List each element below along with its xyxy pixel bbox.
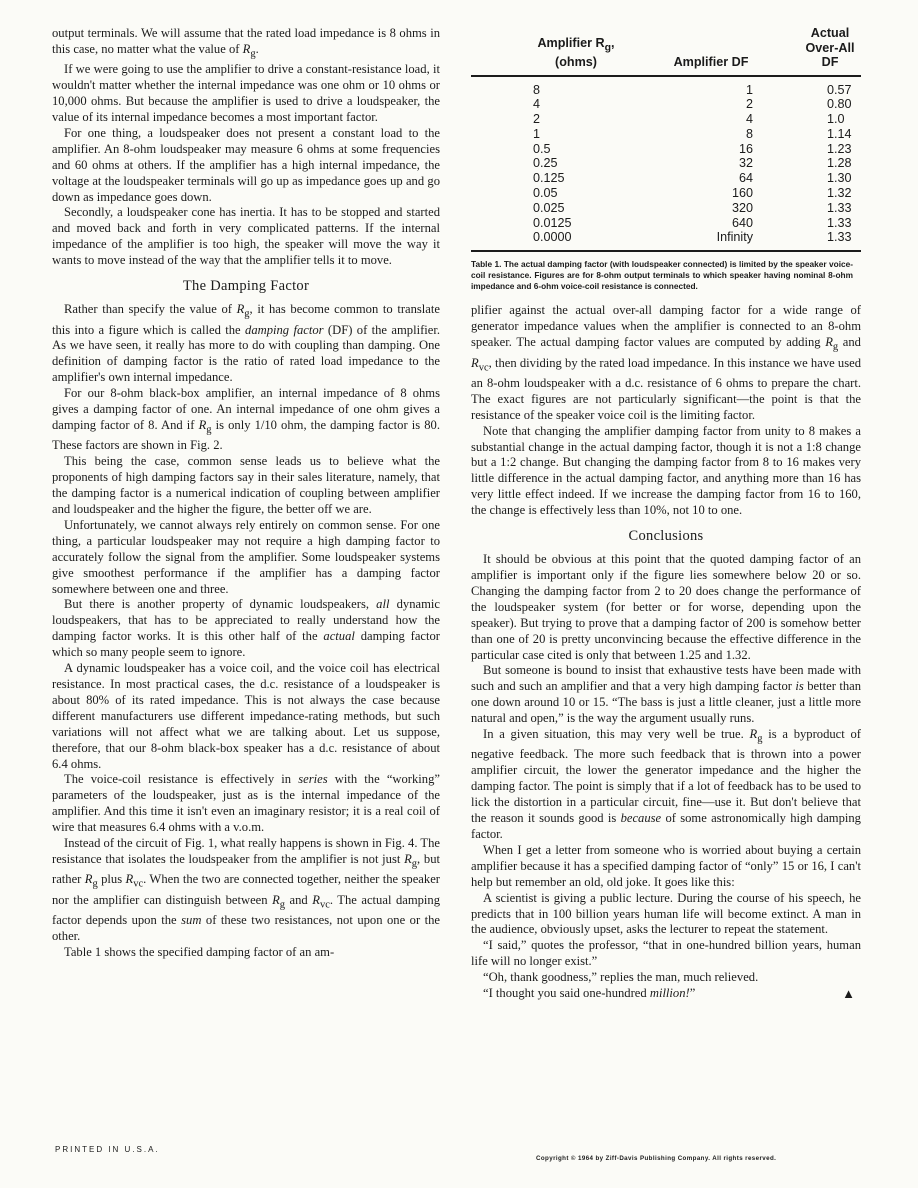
paragraph: Rather than specify the value of $R_g$, it has become common to translate this into a figure which is called the damping factor (DF) of the amplifier. As we have seen, it really has more to do with coupling than damping. One definition of damping factor is the ratio of rated load impedance to the amplifier's own internal impedance. [52, 302, 440, 385]
cell-actual-df: 1.33 [827, 215, 852, 230]
paragraph: But someone is bound to insist that exhaustive tests have been made with such and such an amplifier and that a very high damping factor is better than one down around 10 or 15. “The bass is just a little cleaner, just a little more natural and open,” is the way the argument usually runs. [471, 663, 862, 726]
cell-amplifier-r: 4 [533, 97, 541, 112]
cell-amplifier-r: 0.0000 [471, 230, 633, 251]
paragraph: If we were going to use the amplifier to drive a constant-resistance load, it wouldn't matter whether the internal impedance was one ohm or 10 ohms or 10,000 ohms. But because the amplifier is used to drive a loudspeaker, the value of its internal impedance becomes a most important factor. [52, 62, 440, 125]
table-row [471, 186, 861, 201]
cell-actual-df: 0.80 [827, 97, 852, 112]
cell-amplifier-r: 8 [533, 82, 541, 97]
table-body [471, 76, 861, 252]
section-heading-damping-factor: The Damping Factor [182, 278, 310, 295]
table-row [471, 201, 861, 216]
paragraph: Instead of the circuit of Fig. 1, what really happens is shown in Fig. 4. The resistance that isolates the loudspeaker from the amplifier is not just $R_g$, but rather $R_g$ plus $R_{vc}$. When the two are connected together, neither the speaker nor the amplifier can distinguish between $R_g$ and $R_{vc}$. The actual damping factor depends upon the sum of these two resistances, not upon one or the other. [52, 836, 441, 944]
paragraph: “Oh, thank goodness,” replies the man, much relieved. [483, 970, 759, 985]
cell-amplifier-df: 16 [738, 141, 753, 156]
paragraph: “I said,” quotes the professor, “that in one-hundred billion years, human life will no longer exist.” [471, 938, 861, 969]
cell-amplifier-r: 0.05 [533, 186, 558, 201]
table-row [471, 216, 861, 231]
paragraph: This being the case, common sense leads us to believe what the proponents of high damping factors say in their sales literature, namely, that the damping factor is a numerical indication of coupling between amplifier and loudspeaker and the higher the figure, the better off we are. [52, 454, 440, 517]
cell-amplifier-df: 32 [738, 156, 753, 171]
cell-amplifier-r: 0.025 [533, 200, 565, 215]
table-caption: Table 1. The actual damping factor (with loudspeaker connected) is limited by the speaker voice-coil resistance. Figures are for 8-ohm output terminals to which speaker having nominal 8-ohm impedance and 6-ohm voice-coil resistance is connected. [471, 259, 853, 292]
cell-actual-df: 1.33 [827, 200, 852, 215]
table-row [471, 142, 861, 157]
cell-amplifier-df: 2 [745, 97, 753, 112]
table-header-row [471, 26, 861, 76]
cell-actual-df: 1.14 [827, 126, 852, 141]
table-row [471, 112, 861, 127]
paragraph: When I get a letter from someone who is worried about buying a certain amplifier because it has a specified damping factor of “only” 15 or 16, I can't help but remember an old, old joke. It goes like this: [471, 842, 861, 889]
cell-actual-df: 0.57 [827, 82, 852, 97]
paragraph: The voice-coil resistance is effectively in series with the “working” parameters of the loudspeaker, just as is the internal impedance of the amplifier. And this time it isn't even an imaginary resistor; it is a real coil of wire that measures 6.4 ohms with a v.o.m. [52, 772, 440, 835]
cell-amplifier-df: 1 [745, 82, 753, 97]
end-of-article-icon: ▲ [842, 986, 855, 1002]
cell-amplifier-df: 640 [731, 215, 753, 230]
table-row [471, 171, 861, 186]
paragraph: plifier against the actual over-all damping factor for a wide range of generator impedance values when the amplifier is connected to an 8-ohm speaker. The actual damping factor values are computed by adding $R_g$ and $R_{vc}$, then dividing by the rated load impedance. In this instance we have used an 8-ohm loudspeaker with a d.c. resistance of 6 ohms to prepare the chart. The exact figures are not particularly significant—the point is that the resistance of the speaker voice coil is the limiting factor. [471, 303, 861, 422]
damping-factor-table-block [471, 26, 861, 292]
paragraph: output terminals. We will assume that the rated load impedance is 8 ohms in this case, no matter what the value of $R_g$. [52, 26, 440, 60]
cell-actual-df: 1.0 [827, 112, 845, 127]
paragraph: Table 1 shows the specified damping factor of an am- [64, 945, 335, 960]
paragraph: It should be obvious at this point that the quoted damping factor of an amplifier is important only if the figure lies somewhere below 20 or so. Changing the damping factor from 2 to 20 does change the performance of the loudspeaker system (for better or for worse, depending upon the speaker). But trying to prove that a damping factor of 200 is somehow better than one of 20 is pretty unconvincing because the effective difference in the particular case cited is only that between 1.25 and 1.32. [471, 552, 861, 662]
cell-amplifier-r: 1 [533, 126, 541, 141]
cell-amplifier-r: 0.0125 [533, 215, 572, 230]
table-row [471, 76, 861, 98]
paragraph: Secondly, a loudspeaker cone has inertia. It has to be stopped and started and moved back and forth in very complicated patterns. If the internal impedance of the amplifier is too high, the speaker will move the way it wants to move instead of the way that the amplifier tells it to move. [52, 205, 440, 268]
copyright-footer: Copyright © 1964 by Ziff-Davis Publishing Company. All rights reserved. [536, 1155, 777, 1162]
cell-actual-df: 1.30 [827, 171, 852, 186]
cell-amplifier-r: 0.125 [533, 171, 565, 186]
cell-actual-df: 1.32 [827, 186, 852, 201]
table-row [471, 97, 861, 112]
paragraph: For our 8-ohm black-box amplifier, an internal impedance of 8 ohms gives a damping factor of one. An internal impedance of one ohm gives a damping factor of 8. And if $R_g$ is only 1/10 ohm, the damping factor is 80. These factors are shown in Fig. 2. [52, 386, 440, 453]
cell-amplifier-r: 0.5 [533, 141, 551, 156]
paragraph: But there is another property of dynamic loudspeakers, all dynamic loudspeakers, that has to be appreciated to really understand how the damping factor works. It is this other half of the actual damping factor which so many people seem to ignore. [52, 597, 440, 660]
column-header-amplifier-df: Amplifier DF [633, 26, 799, 76]
section-heading-conclusions: Conclusions [628, 528, 704, 545]
paragraph: Note that changing the amplifier damping factor from unity to 8 makes a substantial change in the actual damping factor, though it is not a 1:8 change but a 1:2 change. But changing the damping factor from 8 to 16 makes very little difference in the actual damping factor, and anything more than 16 has very little effect indeed. If we increase the damping factor from 16 to 160, the change is effectively less than 10%, not 10 to one. [471, 423, 861, 518]
paragraph: A scientist is giving a public lecture. During the course of his speech, he predicts that in 100 billion years human life will become extinct. A man in the audience, obviously upset, asks the lecturer to repeat the statement. [471, 890, 861, 937]
paragraph: “I thought you said one-hundred million!” ▲ [483, 986, 855, 1002]
table-row [471, 127, 861, 142]
damping-factor-table [471, 26, 861, 252]
cell-actual-df: 1.23 [827, 141, 852, 156]
cell-amplifier-df: 4 [745, 112, 753, 127]
printed-in-usa-footer: PRINTED IN U.S.A. [55, 1145, 160, 1154]
cell-amplifier-df: 8 [745, 126, 753, 141]
table-row [471, 156, 861, 171]
cell-amplifier-df: Infinity [633, 230, 799, 251]
right-column [471, 26, 861, 1002]
table-row [471, 230, 861, 251]
cell-amplifier-r: 2 [533, 112, 541, 127]
cell-actual-df: 1.28 [827, 156, 852, 171]
paragraph: For one thing, a loudspeaker does not present a constant load to the amplifier. An 8-ohm loudspeaker may measure 6 ohms at some frequencies and 60 ohms at others. If the amplifier has a high internal impedance, the voltage at the loudspeaker terminals will go up as impedance goes up and go down as impedance goes down. [52, 125, 440, 204]
column-header-amplifier-r: Amplifier $R_g$, (ohms) [471, 26, 633, 76]
paragraph: A dynamic loudspeaker has a voice coil, and the voice coil has electrical resistance. In most practical cases, the d.c. resistance of a loudspeaker is about 80% of its rated impedance. This is not always the case because different manufacturers use different impedance-rating methods, but such variations will not affect what we are talking about. Let us suppose, therefore, that our 8-ohm black-box speaker has a d.c. resistance of about 6.4 ohms. [52, 661, 440, 771]
paragraph: In a given situation, this may very well be true. $R_g$ is a byproduct of negative feedback. The more such feedback that is thrown into a power amplifier circuit, the lower the generator impedance and the higher the damping factor. The point is simply that if a lot of feedback has to be used to lick the distortion in a particular circuit, fine—use it. But don't believe that the reason it sounds good is because of some astronomically high damping factor. [471, 727, 861, 841]
cell-actual-df: 1.33 [799, 230, 861, 251]
column-header-actual-df: Actual Over-All DF [799, 26, 861, 76]
left-column [52, 26, 440, 961]
cell-amplifier-df: 64 [738, 171, 753, 186]
paragraph: Unfortunately, we cannot always rely entirely on common sense. For one thing, a particular loudspeaker may not require a high damping factor to accurately follow the signal from the amplifier. Some loudspeaker systems give smoothest performance if the amplifier has a damping factor somewhere between one and three. [52, 517, 440, 596]
cell-amplifier-df: 320 [731, 200, 753, 215]
cell-amplifier-df: 160 [731, 186, 753, 201]
cell-amplifier-r: 0.25 [533, 156, 558, 171]
